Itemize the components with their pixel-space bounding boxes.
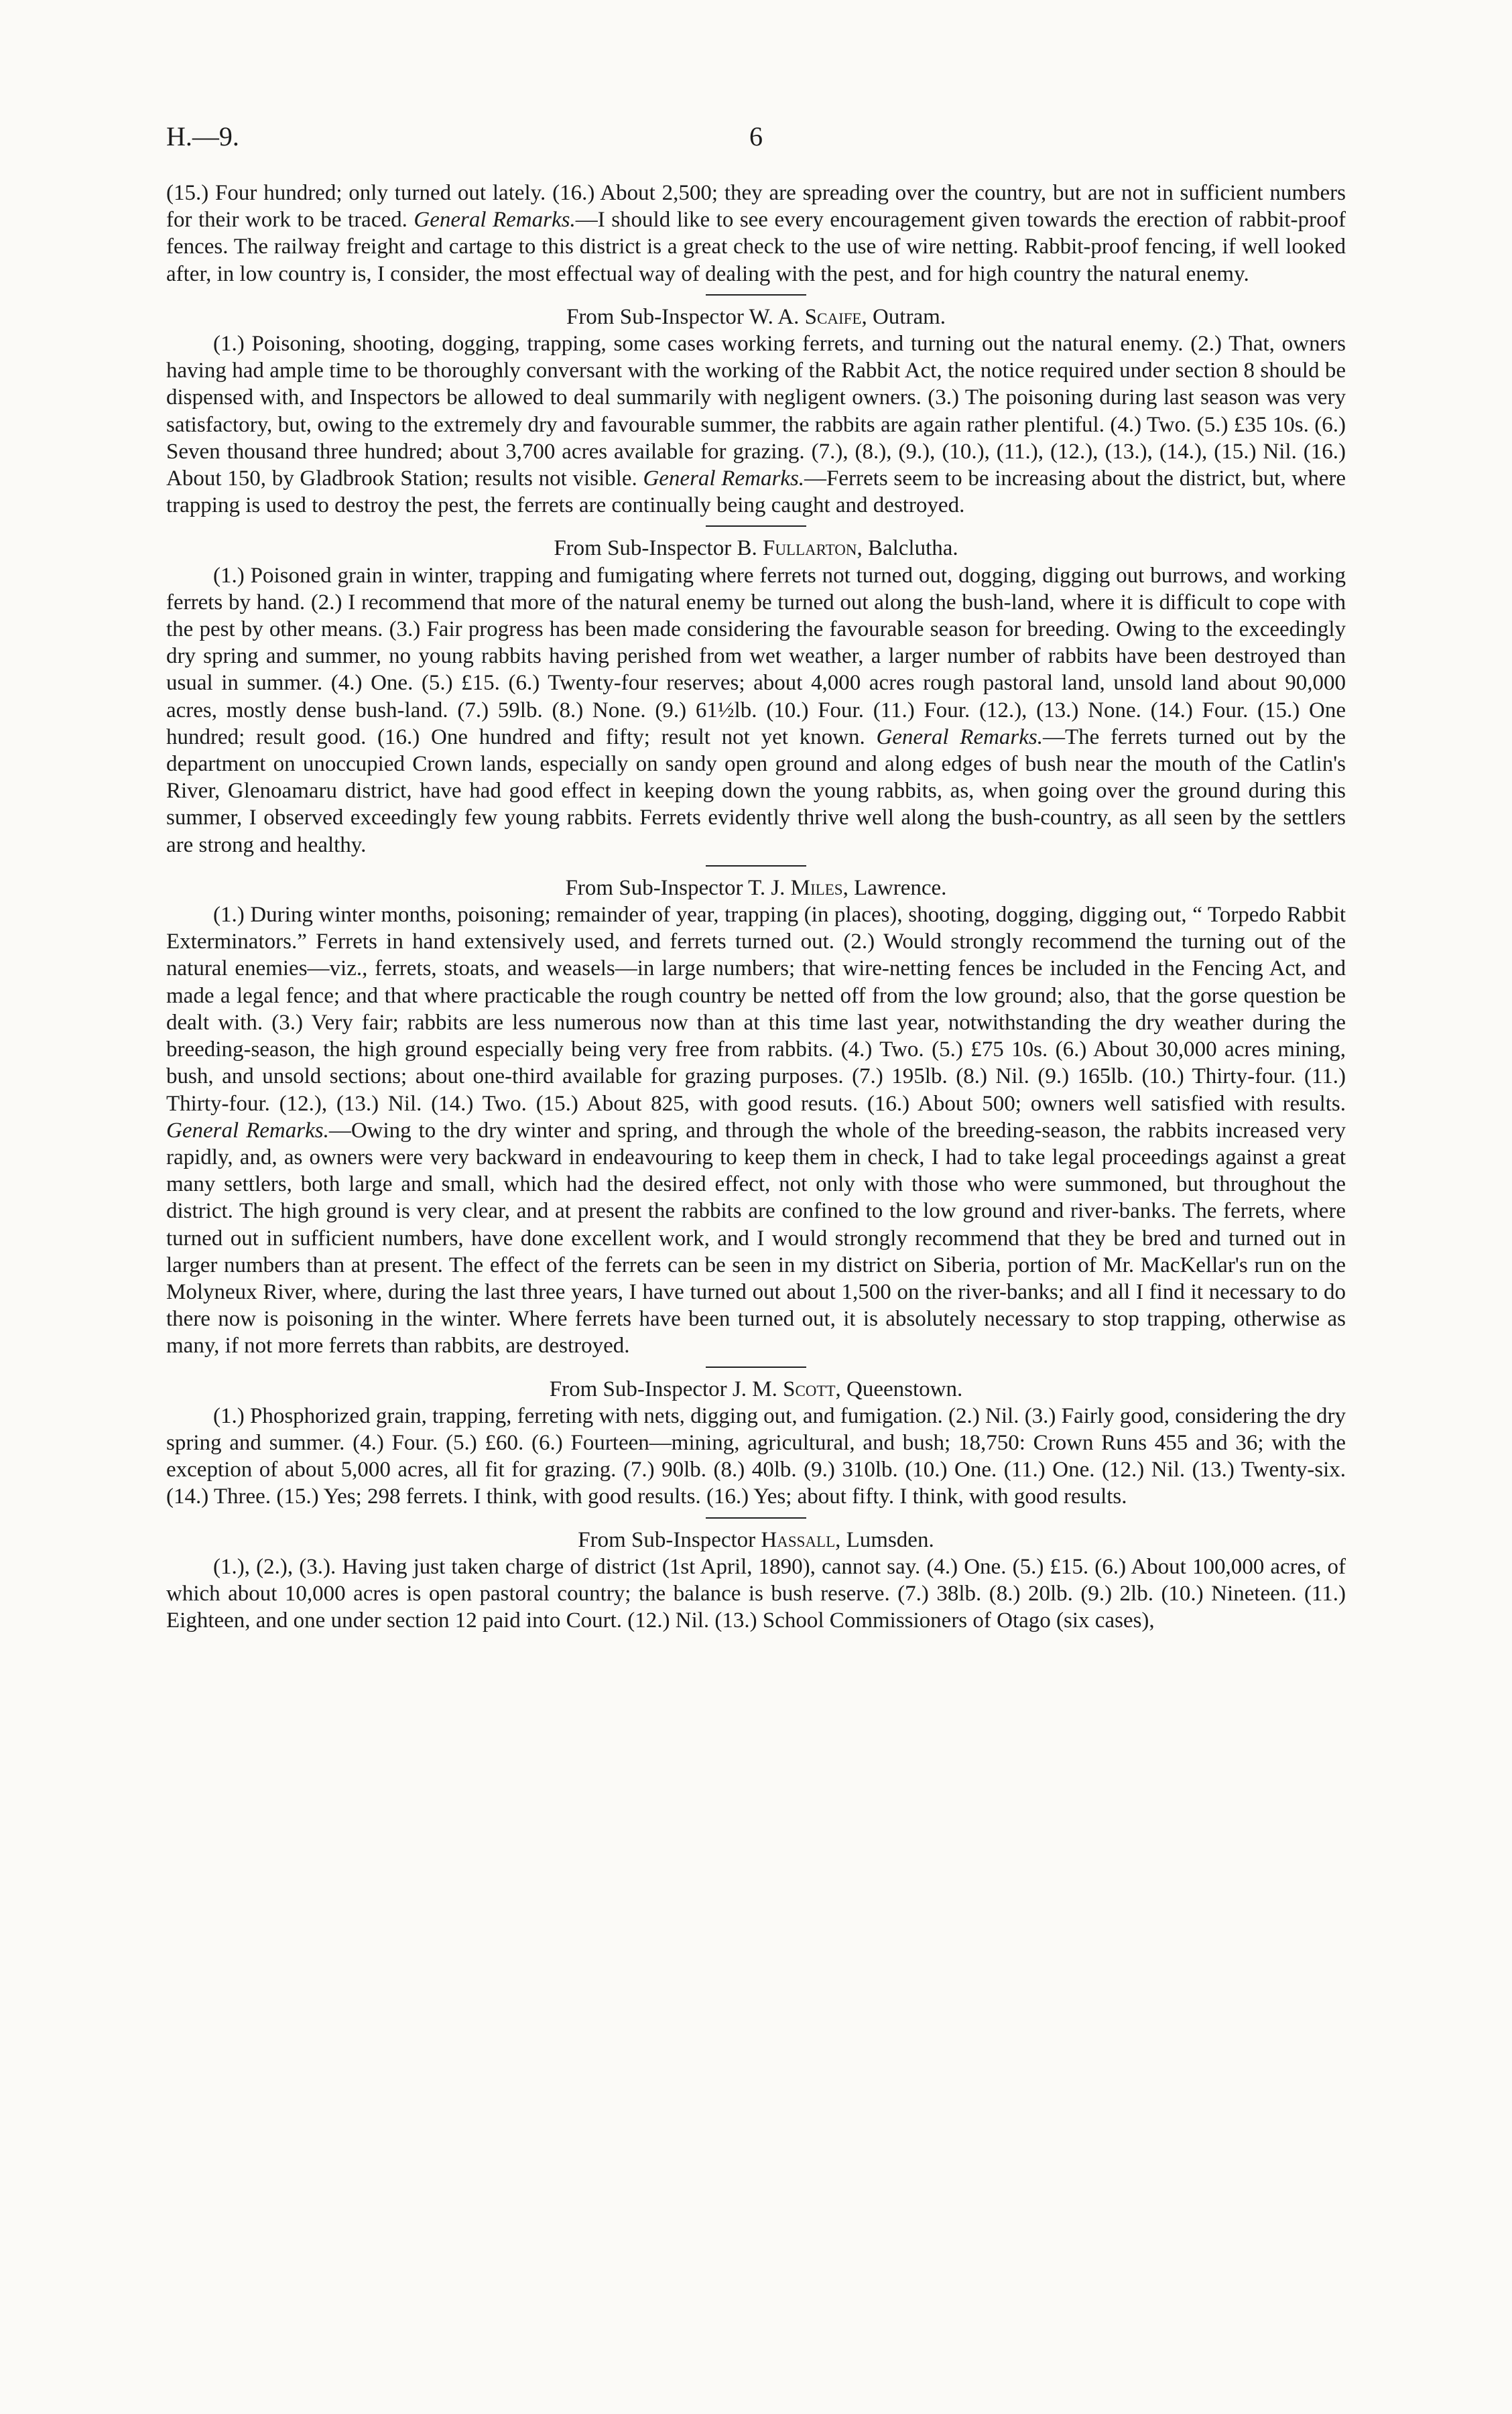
general-remarks-label: General Remarks. [876,724,1044,749]
report-code: H.—9. [166,121,239,151]
section-heading [166,875,1346,901]
heading-from: From Sub-Inspector [578,1527,756,1552]
section-body: (1.) Poisoning, shooting, dogging, trapping, some cases working ferrets, and turning out the natural enemy. (2.) That, owners having had ample time to be thoroughly conversant with the working of the Rabbit Act, the notice required under section 8 should be dispensed with, and Inspectors be allowed to deal summarily with negligent owners. (3.) The poisoning during last season was very satisfactory, but, owing to the extremely dry and favourable summer, the rabbits are again rather plentiful. (4.) Two. (5.) £35 10s. (6.) Seven thousand three hundred; about 3,700 acres available for grazing. (7.), (8.), (9.), (10.), (11.), (12.), (13.), (14.), (15.) Nil. (16.) About 150, by Gladbrook Station; results not visible. [166,332,1346,491]
section-heading [166,304,1346,330]
heading-place: , Queenstown. [835,1377,963,1401]
general-remarks-label: General Remarks. [414,208,576,233]
general-remarks-text: —The ferrets turned out by the department on unoccupied Crown lands, especially on sandy open ground and along edges of bush near the mouth of the Catlin's River, Glenoamaru district, have had good effect in keeping down the young rabbits, as, when going over the ground during this summer, I observed exceedingly few young rabbits. Ferrets evidently thrive well along the bush-country, as all seen by the settlers are strong and healthy. [166,724,1346,857]
heading-place: , Lumsden. [835,1527,934,1552]
inspector-name: Fullarton [762,536,857,561]
section-heading [166,535,1346,562]
inspector-name: Hassall [761,1527,836,1552]
heading-from: From Sub-Inspector J. M. [549,1377,777,1401]
page-number: 6 [749,121,763,151]
general-remarks-label: General Remarks. [166,1118,329,1143]
general-remarks-label: General Remarks. [643,466,805,491]
section-paragraph [166,901,1346,1359]
section-body: (1.) Poisoned grain in winter, trapping and fumigating where ferrets not turned out, dogging, digging out burrows, and working ferrets by hand. (2.) I recommend that more of the natural enemy be turned out along the bush-land, where it is difficult to cope with the pest by other means. (3.) Fair progress has been made considering the favourable season for breeding. Owing to the exceedingly dry spring and summer, no young rabbits having perished from wet weather, a larger number of rabbits have been destroyed than usual in summer. (4.) One. (5.) £15. (6.) Twenty-four reserves; about 4,000 acres rough pastoral land, unsold land about 90,000 acres, mostly dense bush-land. (7.) 59lb. (8.) None. (9.) 61½lb. (10.) Four. (11.) Four. (12.), (13.) None. (14.) Four. (15.) One hundred; result good. (16.) One hundred and fifty; result not yet known. [166,563,1346,749]
heading-place: , Balclutha. [857,536,958,561]
general-remarks-text: —Ferrets seem to be increasing about the district, but, where trapping is used to destroy the pest, the ferrets are continually being caught and destroyed. [166,466,1346,518]
heading-from: From Sub-Inspector W. A. [566,304,800,329]
page-header [166,121,1346,168]
section-body: (1.), (2.), (3.). Having just taken charge of district (1st April, 1890), cannot say. (4.) One. (5.) £15. (6.) About 100,000 acres, of which about 10,000 acres is open pastoral country; the balance is bush reserve. (7.) 38lb. (8.) 20lb. (9.) 2lb. (10.) Nineteen. (11.) Eighteen, and one under section 12 paid into Court. (12.) Nil. (13.) School Commissioners of Otago (six cases), [166,1554,1346,1633]
section-divider [706,865,806,867]
inspector-name: Scaife [804,304,862,329]
heading-place: , Outram. [861,304,946,329]
page-body [166,180,1346,1634]
inspector-name: Miles [790,875,843,900]
section-heading [166,1376,1346,1403]
section-body: (1.) Phosphorized grain, trapping, ferreting with nets, digging out, and fumigation. (2.) Nil. (3.) Fairly good, considering the dry spring and summer. (4.) Four. (5.) £60. (6.) Fourteen—mining, agricultural, and bush; 18,750: Crown Runs 455 and 36; with the exception of about 5,000 acres, all fit for grazing. (7.) 90lb. (8.) 40lb. (9.) 310lb. (10.) One. (11.) One. (12.) Nil. (13.) Twenty-six. (14.) Three. (15.) Yes; 298 ferrets. I think, with good results. (16.) Yes; about fifty. I think, with good results. [166,1403,1346,1509]
general-remarks-text: —Owing to the dry winter and spring, and through the whole of the breeding-season, the rabbits increased very rapidly, and, as owners were very backward in endeavouring to keep them in check, I had to take legal proceedings against a great many settlers, both large and small, which had the desired effect, not only with those who were summoned, but throughout the district. The high ground is very clear, and at present the rabbits are confined to the low ground and river-banks. The ferrets, where turned out in sufficient numbers, have done excellent work, and I would strongly recommend that they be bred and turned out in larger numbers than at present. The effect of the ferrets can be seen in my district on Siberia, portion of Mr. MacKellar's run on the Molyneux River, where, during the last three years, I have turned out about 1,500 on the river-banks; and all I find it necessary to do there now is poisoning in the winter. Where ferrets have been turned out, it is absolutely necessary to stop trapping, otherwise as many, if not more ferrets than rabbits, are destroyed. [166,1118,1346,1358]
heading-from: From Sub-Inspector B. [554,536,757,561]
intro-body: (15.) Four hundred; only turned out lately. (16.) About 2,500; they are spreading over the country, but are not in sufficient numbers for their work to be traced. [166,181,1346,233]
section-divider [706,525,806,527]
heading-place: , Lawrence. [842,875,947,900]
section-paragraph [166,1403,1346,1511]
section-paragraph [166,330,1346,519]
section-paragraph [166,1553,1346,1635]
section-body: (1.) During winter months, poisoning; remainder of year, trapping (in places), shooting, dogging, digging out, “ Torpedo Rabbit Exterminators.” Ferrets in hand extensively used, and ferrets turned out. (2.) Would strongly recommend the turning out of the natural enemies—viz., ferrets, stoats, and weasels—in large numbers; that wire-netting fences be included in the Fencing Act, and made a legal fence; and that where practicable the rough country be netted off from the low ground; also, that the gorse question be dealt with. (3.) Very fair; rabbits are less numerous now than at this time last year, notwithstanding the dry weather during the breeding-season, the high ground especially being very free from rabbits. (4.) Two. (5.) £75 10s. (6.) About 30,000 acres mining, bush, and unsold sections; about one-third available for grazing purposes. (7.) 195lb. (8.) Nil. (9.) 165lb. (10.) Thirty-four. (11.) Thirty-four. (12.), (13.) Nil. (14.) Two. (15.) About 825, with good resuts. (16.) About 500; owners well satisfied with results. [166,903,1346,1116]
section-heading [166,1527,1346,1553]
section-paragraph [166,562,1346,859]
inspector-name: Scott [783,1377,836,1401]
section-divider [706,1517,806,1519]
intro-paragraph [166,180,1346,288]
section-divider [706,1367,806,1368]
general-remarks-text: —I should like to see every encouragement given towards the erection of rabbit-proof fences. The railway freight and cartage to this district is a great check to the use of wire netting. Rabbit-proof fencing, if well looked after, in low country is, I consider, the most effectual way of dealing with the pest, and for high country the natural enemy. [166,208,1346,286]
heading-from: From Sub-Inspector T. J. [565,875,785,900]
section-divider [706,294,806,296]
